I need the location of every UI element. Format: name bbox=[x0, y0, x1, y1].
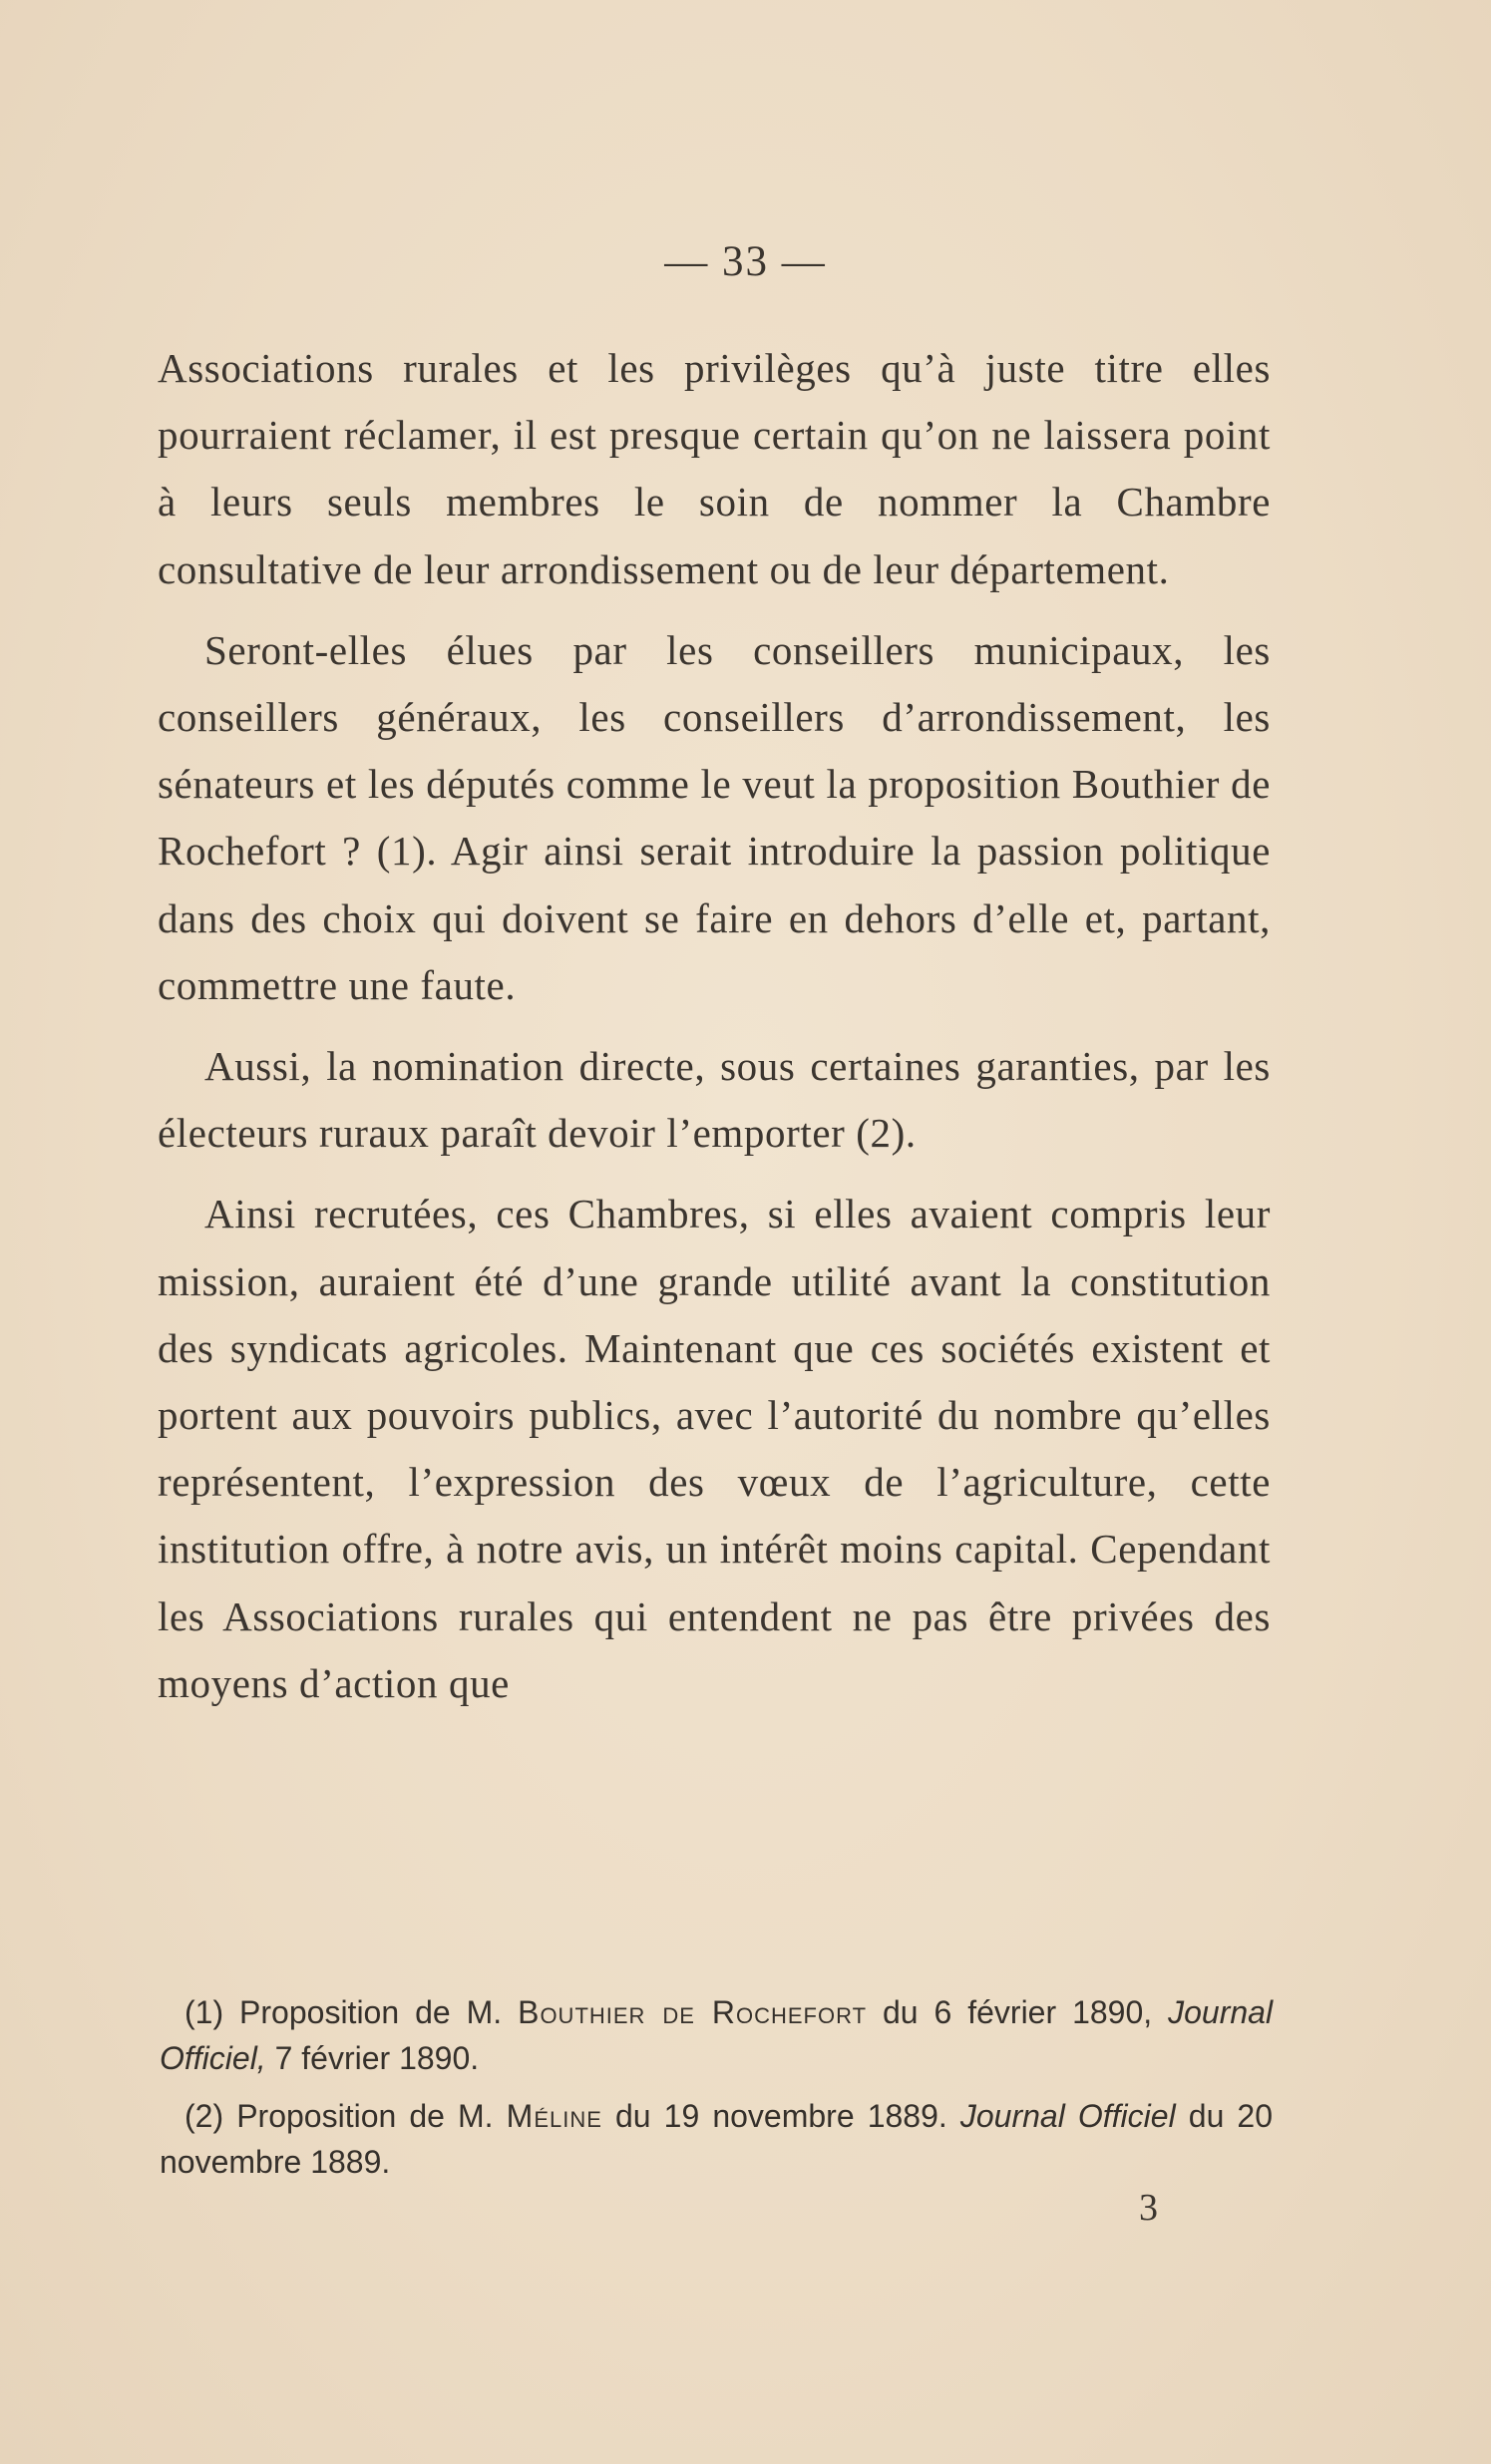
footnote-date: du 6 février 1890, bbox=[882, 1994, 1153, 2030]
footnote-author: Méline bbox=[506, 2098, 602, 2134]
paragraph: Aussi, la nomination directe, sous certaines garanties, par les électeurs ruraux paraît devoir l’emporter (2). bbox=[158, 1043, 1271, 1157]
footnote-prefix: Proposition de M. bbox=[236, 2098, 494, 2134]
body-text bbox=[158, 335, 1271, 1717]
page-number: — 33 — bbox=[664, 238, 827, 285]
footnote-1 bbox=[160, 1989, 1273, 2081]
footnote-marker: (1) bbox=[185, 1994, 224, 2030]
footnote-prefix: Proposition de M. bbox=[239, 1994, 503, 2030]
footnote-journal-date: du 20 novembre 1889. bbox=[160, 2098, 1274, 2180]
signature-mark: 3 bbox=[1139, 2187, 1158, 2229]
footnote-author: Bouthier de Rochefort bbox=[518, 1994, 868, 2030]
footnote-journal-date: 7 février 1890. bbox=[274, 2040, 480, 2076]
footnote-date: du 19 novembre 1889. bbox=[614, 2098, 947, 2134]
paragraph-continued: Associations rurales et les privilèges qu’à juste titre elles pourraient réclamer, il est presque certain qu’on ne laissera point à leurs seuls membres le soin de nommer la Chambre consultative de leur arrondissement ou de leur département. bbox=[158, 345, 1271, 592]
footnotes bbox=[160, 1989, 1273, 2185]
footnote-marker: (2) bbox=[185, 2098, 224, 2134]
footnote-2 bbox=[160, 2093, 1273, 2185]
paragraph: Ainsi recrutées, ces Chambres, si elles avaient compris leur mission, auraient été d’une grande utilité avant la constitution des syndicats agricoles. Maintenant que ces sociétés existent et portent aux pouvoirs publics, avec l’autorité du nombre qu’elles représentent, l’expression des vœux de l’agriculture, cette institution offre, à notre avis, un intérêt moins capital. Cependant les Associations rurales qui entendent ne pas être privées des moyens d’action que bbox=[158, 1191, 1271, 1706]
footnote-journal: Journal Officiel, bbox=[160, 1994, 1274, 2076]
footnote-journal: Journal Officiel bbox=[959, 2098, 1176, 2134]
paragraph: Seront-elles élues par les conseillers municipaux, les conseillers généraux, les conseillers d’arrondissement, les sénateurs et les députés comme le veut la proposition Bouthier de Rochefort ? (1). Agir ainsi serait introduire la passion politique dans des choix qui doivent se faire en dehors d’elle et, partant, commettre une faute. bbox=[158, 626, 1271, 1008]
